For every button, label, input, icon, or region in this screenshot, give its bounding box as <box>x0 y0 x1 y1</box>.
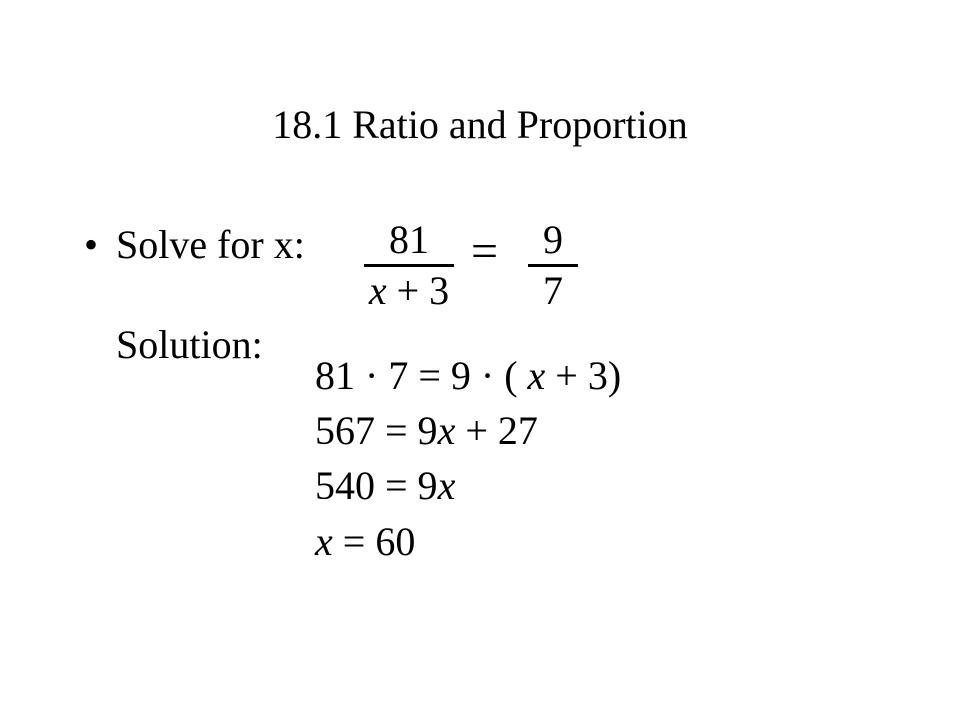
step-text: + 27 <box>455 408 538 453</box>
solution-step <box>315 352 621 400</box>
bullet-item <box>84 220 305 270</box>
solution-step <box>315 518 415 566</box>
step-text: = 60 <box>332 519 416 564</box>
equals-sign: = <box>471 225 499 278</box>
fraction-left-denominator <box>364 269 454 313</box>
step-text: 81 · 7 = 9 · ( <box>315 353 528 398</box>
fraction-right-bar <box>528 264 578 267</box>
solution-label: Solution: <box>116 322 263 367</box>
fraction-right-numerator: 9 <box>543 217 563 262</box>
variable-x: x <box>437 408 456 453</box>
denominator-rest: + 3 <box>386 268 450 313</box>
bullet-text: Solve for x: <box>116 222 305 267</box>
fraction-left <box>364 218 454 313</box>
fraction-left-bar <box>364 264 454 267</box>
solution-step <box>315 462 455 510</box>
step-text: 567 = 9 <box>315 408 438 453</box>
variable-x: x <box>527 353 546 398</box>
solution-step <box>315 407 538 455</box>
slide-title: 18.1 Ratio and Proportion <box>272 102 688 147</box>
fraction-right-denominator: 7 <box>543 268 563 313</box>
bullet-marker: • <box>84 222 99 267</box>
fraction-left-numerator: 81 <box>389 217 429 262</box>
step-text: + 3) <box>545 353 622 398</box>
variable-x: x <box>315 519 333 564</box>
fraction-right <box>528 218 578 313</box>
variable-x: x <box>437 463 456 508</box>
step-text: 540 = 9 <box>315 463 438 508</box>
variable-x: x <box>368 268 387 313</box>
